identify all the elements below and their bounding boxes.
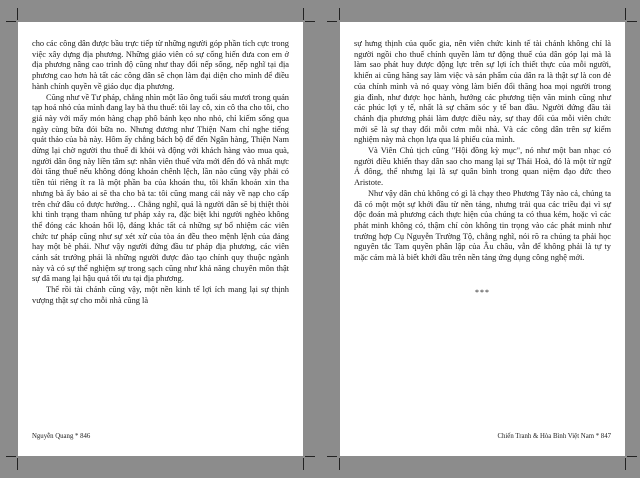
crop-mark — [327, 21, 337, 22]
crop-mark — [327, 456, 337, 457]
section-divider-stars: *** — [475, 287, 490, 297]
crop-mark — [625, 8, 626, 20]
crop-mark — [6, 456, 16, 457]
crop-mark — [339, 458, 340, 470]
left-paragraph-2: Cũng như về Tư pháp, chẳng nhìn một lão ông tuổi sáu mươi trong quán tạp hoá nhỏ của mình đang lay bà thu thuế: tôi lay cô, xin cô tha cho tôi, cho giá này với mấy món hàng chạp phô bánh kẹo nho nhỏ, chỉ kiếm sống qua ngày cùng bữa đói bữa no. Nhưng đương như Thiện Nam chỉ nghe tiếng quát thảo của bà này. Hôm ấy chẳng bách bộ để đến Ngân hàng, Thiện Nam dừng lại chờ người thu thuế đi khỏi và động với khách hàng vào mua quà, người dân ông này liền tâm sự: nhân viên thuế vừa mới đến đó và nhất mực đòi tăng thuế nếu không đóng khoản chênh lệch, lần nào cũng vậy phải có tiền túi riêng ít ra là một phần ba của khoản thu, tôi khẩn khoản xin tha nhưng bà ấy bảo ai sẽ tha cho bà ta: tôi cũng mang cái này về nạp cho cấp trên chứ đâu có được hưởng… Chẳng nghĩ, quả là người dân sẽ bị thiệt thòi khi tình trạng tham nhũng tư pháp xảy ra, đặc biệt khi người nghèo không thể đóng các khoản hối lộ, đáng khác tất cả những sự bổ nhiệm các viên chức tư pháp cũng như sự xét xử của tòa án đều theo mệnh lệnh của đảng hay một bè phái. Như vậy người đứng đầu tư pháp địa phương, các viên cảnh sát trưởng phải là những người được đào tạo chính quy thuộc ngành này và có sự thể nghiệm sự trong sạch cũng như khả năng chuyên môn thật sự đã mang lại hậu quả tối ưu tại địa phương. — [32, 92, 289, 284]
crop-mark — [625, 458, 626, 470]
left-page — [18, 22, 303, 456]
left-paragraph-3: Thế rồi tài chánh cũng vậy, một nền kinh tế lợi ích mang lại sự thịnh vượng thật sự cho mỗi nhà cũng là — [32, 285, 289, 305]
crop-mark — [627, 21, 637, 22]
left-page-footer: Nguyễn Quang * 846 — [32, 433, 91, 440]
left-page-text — [32, 39, 289, 307]
crop-mark — [305, 21, 315, 22]
right-paragraph-2: Và Viên Chủ tịch cũng "Hội đồng kỳ mục", nó như một ban nhạc có người điều khiển thay dân sao cho mang lại sự Thái Hoà, đó là một từ ngữ Á đông, thể nhưng lại là sự quân bình trong quan niệm đạo đức theo Aristote. — [354, 146, 611, 188]
crop-mark — [339, 8, 340, 20]
right-page-text — [354, 39, 611, 298]
left-paragraph-1: cho các công dân được bầu trực tiếp từ những người góp phần tích cực trong việc xây dựng địa phương. Những giáo viên có sự cống hiến đưa con em ở địa phương nâng cao trình độ cũng như thay đổi nếp sống, nếp nghĩ tại địa phương cao hơn hà tất các công dân sẽ chọn làm đại diện cho mình để điều hành chính quyền về giáo dục địa phương. — [32, 39, 289, 91]
crop-mark — [6, 21, 16, 22]
crop-mark — [305, 456, 315, 457]
right-paragraph-3: Như vậy dân chủ không có gì là chạy theo Phương Tây nào cả, chúng ta đã có một một sự khởi đầu từ nền tảng, nhưng trải qua các triều đại vì sự độc đoán mà phương cách thực hiện của chúng ta có thua kém, hoặc vì các phát minh không có, thậm chí còn không tin trọng vào các phát minh như trường hợp Cụ Nguyễn Trường Tộ, chẳng nghĩ, nói rõ ra chúng ta phải học nguyên tắc Tam quyền phân lập của Âu châu, vẫn để không phải là tự ty mặc cảm mà là biết khởi đầu trên nền tảng ứng dụng công nghệ mới. — [354, 188, 611, 263]
crop-mark — [17, 458, 18, 470]
crop-mark — [303, 8, 304, 20]
right-paragraph-1: sự hưng thịnh của quốc gia, nên viên chức kinh tế tài chánh không chỉ là người ngồi cho thuế chính quyền làm tư động thuế của dân góp lại mà là làm sao phát huy được động lực trên sự lợi ích thiết thực của mỗi người, khiến ai cũng hăng say làm việc và sản phẩm của dân ra là thật sự là con đẻ của chính mình và nó quay vòng làm biến đổi thăng hoa mọi người trong gia đình, như được học hành, hướng các phương tiện văn minh cũng như các phúc lợi y tế, nhất là sự chăm sóc y tế ban đầu. Người đứng đầu tài chánh địa phương phải làm được điều này, sự thay đổi của mỗi viên chức mới sẽ là sự thay đổi mỗi cơm mỗi nhà. Và các công dân trên sự kiểm nghiệm này mà chọn lựa qua lá phiếu của mình. — [354, 39, 611, 145]
crop-mark — [627, 456, 637, 457]
crop-mark — [303, 458, 304, 470]
right-page — [340, 22, 625, 456]
crop-mark — [17, 8, 18, 20]
right-page-footer: Chiến Tranh & Hòa Bình Việt Nam * 847 — [497, 433, 611, 440]
